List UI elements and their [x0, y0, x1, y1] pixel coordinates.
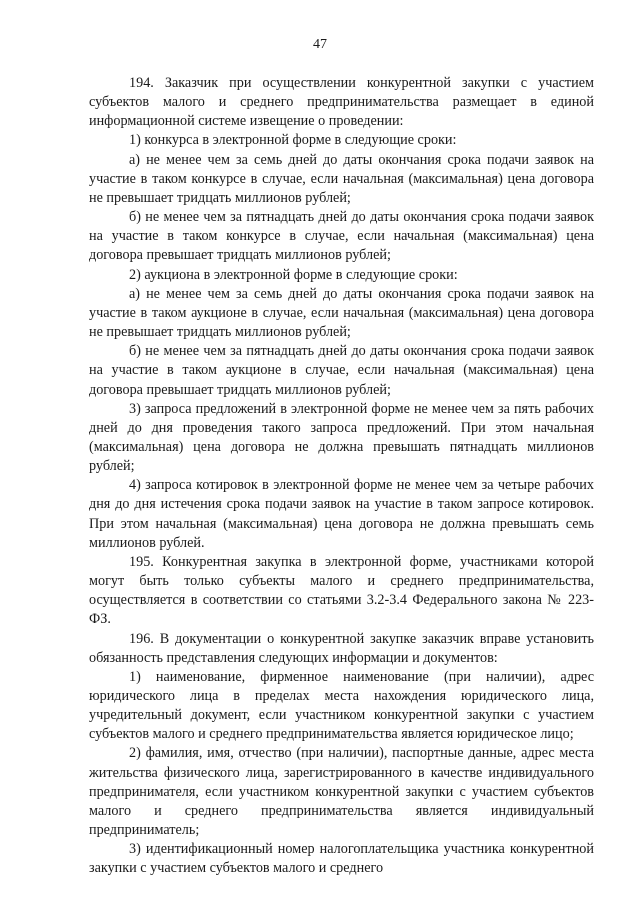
paragraph-196-intro: 196. В документации о конкурентной закупке заказчик вправе установить обязанность представления следующих информации и документов:: [89, 630, 594, 666]
paragraph-item-1-contest: 1) конкурса в электронной форме в следующие сроки:: [129, 132, 457, 149]
paragraph-195: 195. Конкурентная закупка в электронной форме, участниками которой могут быть только субъекты малого и среднего предпринимательства, осуществляется в соответствии со статьями 3.2-3.4 Федерального закона № 223-ФЗ.: [89, 553, 594, 628]
paragraph-196-item-3: 3) идентификационный номер налогоплательщика участника конкурентной закупки с участием субъектов малого и среднего: [89, 841, 594, 877]
paragraph-item-4-quotations: 4) запроса котировок в электронной форме не менее чем за четыре рабочих дня до дня истечения срока подачи заявок на участие в таком запросе котировок. При этом начальная (максимальная) цена договора не должна превышать семь миллионов рублей.: [89, 477, 594, 551]
paragraph-item-1a: а) не менее чем за семь дней до даты окончания срока подачи заявок на участие в таком конкурсе в случае, если начальная (максимальная) цена договора не превышает тридцать миллионов рублей;: [89, 151, 594, 206]
paragraph-196-item-2: 2) фамилия, имя, отчество (при наличии), паспортные данные, адрес места жительства физического лица, зарегистрированного в качестве индивидуального предпринимателя, если участником конкурентной закупки с участием субъектов малого и среднего предпринимательства является индивидуальный предприниматель;: [89, 745, 594, 839]
paragraph-item-2a: а) не менее чем за семь дней до даты окончания срока подачи заявок на участие в таком аукционе в случае, если начальная (максимальная) цена договора не превышает тридцать миллионов рублей;: [89, 285, 594, 341]
paragraph-item-2-auction: 2) аукциона в электронной форме в следующие сроки:: [129, 266, 458, 283]
page-number: 47: [313, 37, 327, 52]
paragraph-item-3-proposals: 3) запроса предложений в электронной форме не менее чем за пять рабочих дней до дня проведения такого запроса предложений. При этом начальная (максимальная) цена договора не должна превышать пятнадцать миллионов рублей;: [89, 400, 594, 475]
paragraph-194-intro: 194. Заказчик при осуществлении конкурентной закупки с участием субъектов малого и среднего предпринимательства размещает в единой информационной системе извещение о проведении:: [89, 75, 594, 130]
paragraph-196-item-1: 1) наименование, фирменное наименование (при наличии), адрес юридического лица в пределах места нахождения юридического лица, учредительный документ, если участником конкурентной закупки с участием субъектов малого и среднего предпринимательства является юридическое лицо;: [89, 668, 594, 743]
paragraph-item-1b: б) не менее чем за пятнадцать дней до даты окончания срока подачи заявок на участие в таком конкурсе в случае, если начальная (максимальная) цена договора превышает тридцать миллионов рублей;: [89, 209, 594, 264]
body-text: [89, 74, 594, 879]
paragraph-item-2b: б) не менее чем за пятнадцать дней до даты окончания срока подачи заявок на участие в таком аукционе в случае, если начальная (максимальная) цена договора превышает тридцать миллионов рублей;: [89, 343, 594, 398]
